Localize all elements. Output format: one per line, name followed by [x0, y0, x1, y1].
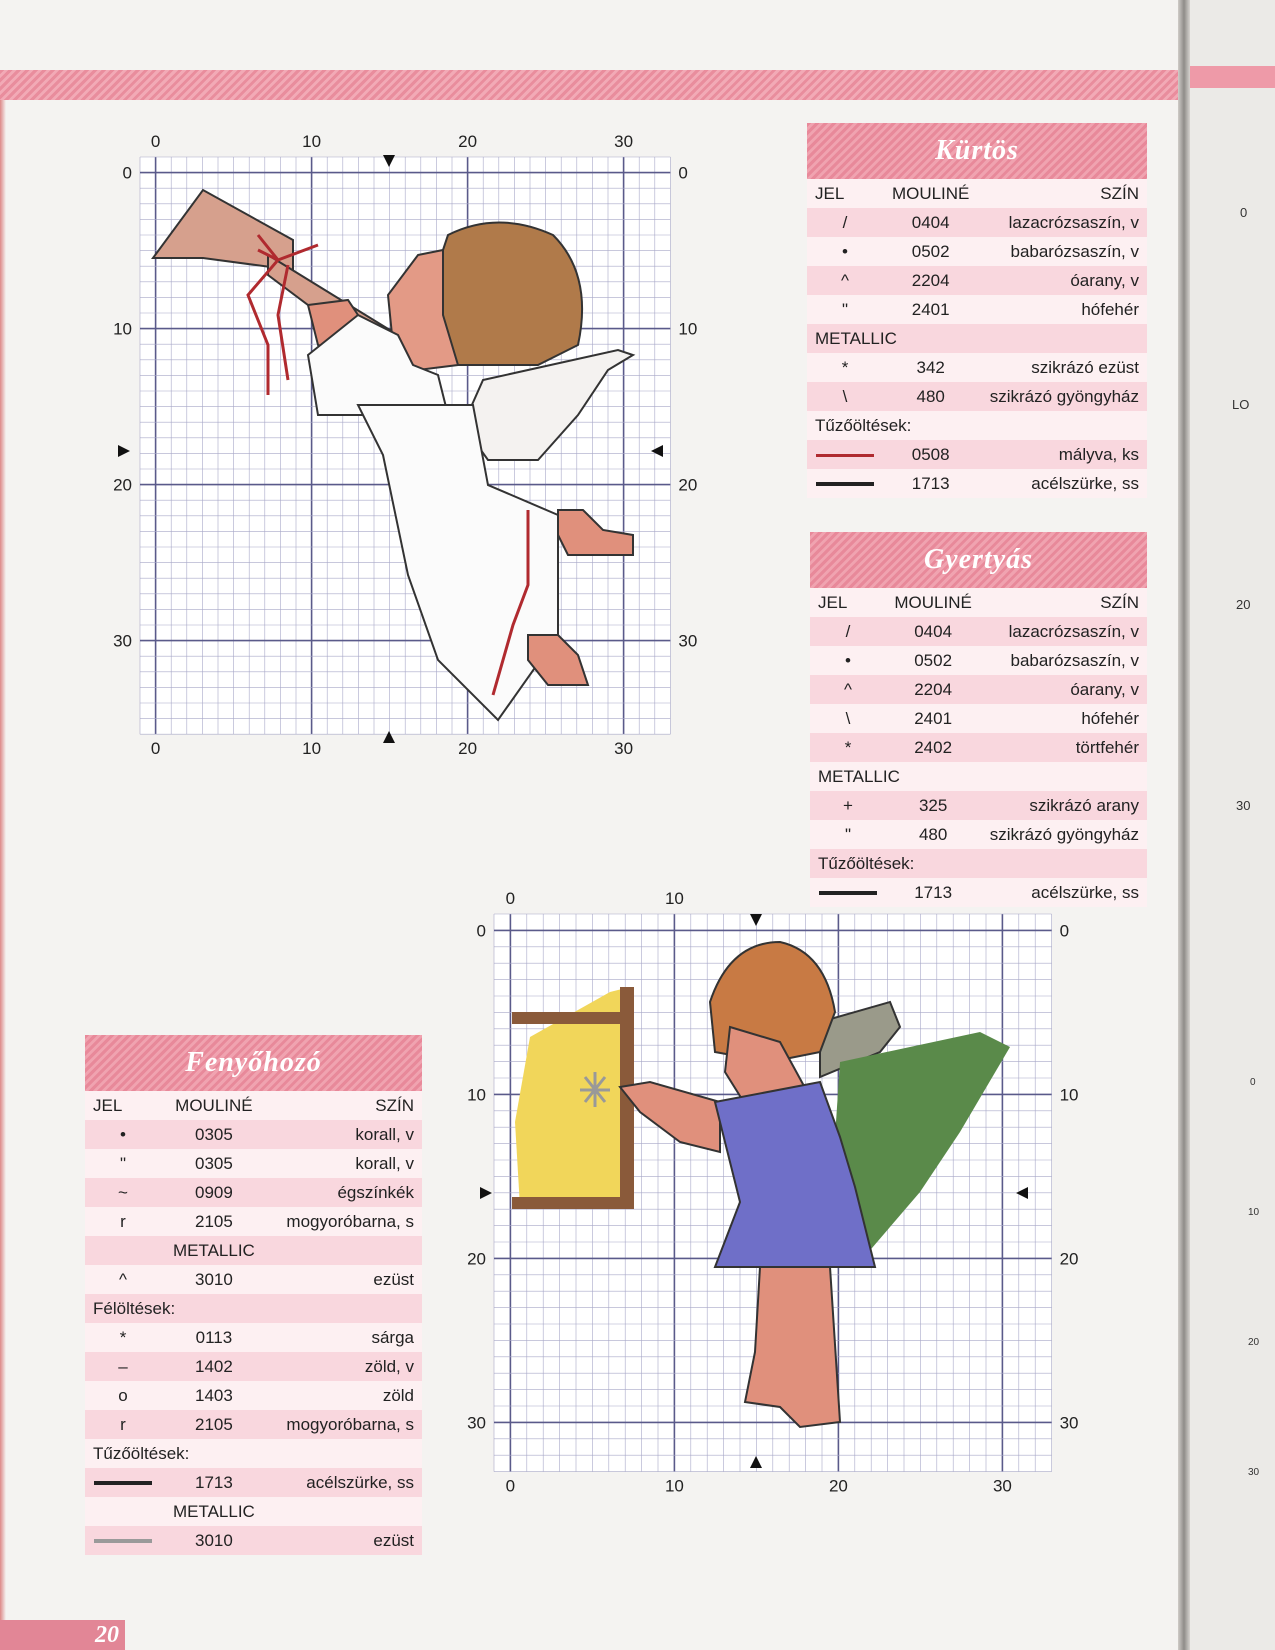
legend-row	[807, 237, 1147, 266]
section-backstitch: Tűzőöltések:	[85, 1439, 422, 1468]
legend-code: 0404	[886, 617, 980, 646]
center-marker-left	[480, 1187, 492, 1199]
legend-row	[810, 617, 1147, 646]
book-spine	[1178, 0, 1190, 1650]
axis-tick-label: 10	[467, 1085, 486, 1105]
section-metallic: METALLIC	[810, 762, 1147, 791]
axis-tick-label: 10	[113, 319, 132, 339]
legend-section	[85, 1439, 422, 1468]
legend-color-name: óarany, v	[978, 266, 1147, 295]
section-metallic: METALLIC	[161, 1497, 267, 1526]
axis-tick-label: 0	[150, 132, 161, 151]
axis-tick-label: 20	[113, 475, 132, 495]
legend-row	[85, 1468, 422, 1497]
legend-color-name: óarany, v	[980, 675, 1147, 704]
axis-tick-label: 30	[1059, 1413, 1079, 1433]
legend-symbol: ^	[810, 675, 886, 704]
col-szin: SZÍN	[978, 179, 1147, 208]
legend-code: 0305	[161, 1149, 267, 1178]
legend-color-name: lazacrózsaszín, v	[980, 617, 1147, 646]
axis-tick-label: 10	[664, 889, 684, 908]
legend-color-name: égszínkék	[267, 1178, 422, 1207]
backstitch-swatch-grey	[94, 1539, 152, 1543]
legend-row	[807, 353, 1147, 382]
legend-section	[810, 762, 1147, 791]
angel-legs	[745, 1267, 840, 1427]
legend-symbol: •	[807, 237, 883, 266]
legend-kurtos	[807, 123, 1147, 498]
legend-symbol: *	[85, 1323, 161, 1352]
facing-tick-small: 0	[1250, 1077, 1256, 1088]
legend-symbol: /	[810, 617, 886, 646]
legend-color-name: lazacrózsaszín, v	[978, 208, 1147, 237]
legend-row	[810, 878, 1147, 907]
axis-tick-label: 0	[476, 921, 486, 941]
legend-code: 2401	[886, 704, 980, 733]
axis-tick-label: 20	[467, 1249, 486, 1269]
facing-tick: 0	[1240, 205, 1248, 220]
legend-code: 0404	[883, 208, 978, 237]
facing-tick-small: 30	[1248, 1467, 1260, 1478]
legend-row	[810, 704, 1147, 733]
legend-color-name: babarózsaszín, v	[980, 646, 1147, 675]
legend-symbol: *	[810, 733, 886, 762]
legend-color-name: mogyoróbarna, s	[267, 1410, 422, 1439]
axis-tick-label: 30	[614, 132, 634, 151]
legend-color-name: zöld, v	[267, 1352, 422, 1381]
col-mouline: MOULINÉ	[883, 179, 978, 208]
legend-color-name: törtfehér	[980, 733, 1147, 762]
legend-symbol: ^	[85, 1265, 161, 1294]
legend-table	[807, 179, 1147, 498]
legend-symbol: \	[807, 382, 883, 411]
legend-row	[85, 1207, 422, 1236]
legend-code: 1402	[161, 1352, 267, 1381]
legend-code: 0113	[161, 1323, 267, 1352]
legend-color-name: szikrázó gyöngyház	[978, 382, 1147, 411]
backstitch-swatch-red	[816, 454, 874, 457]
axis-tick-label: 30	[113, 631, 132, 651]
axis-tick-label: 20	[1059, 1249, 1079, 1269]
axis-tick-label: 10	[302, 132, 322, 151]
legend-code: 2105	[161, 1207, 267, 1236]
axis-tick-label: 10	[302, 739, 322, 759]
legend-section	[807, 324, 1147, 353]
legend-row	[85, 1323, 422, 1352]
col-mouline: MOULINÉ	[886, 588, 980, 617]
col-szin: SZÍN	[267, 1091, 422, 1120]
legend-color-name: zöld	[267, 1381, 422, 1410]
legend-row	[810, 646, 1147, 675]
axis-tick-label: 10	[678, 319, 698, 339]
legend-color-name: hófehér	[978, 295, 1147, 324]
legend-row	[807, 469, 1147, 498]
facing-tick: LO	[1232, 397, 1250, 412]
axis-tick-label: 30	[992, 1476, 1012, 1496]
legend-color-name: sárga	[267, 1323, 422, 1352]
window-frame-top	[512, 1012, 632, 1024]
legend-row	[810, 733, 1147, 762]
legend-color-name: mogyoróbarna, s	[267, 1207, 422, 1236]
legend-code: 0502	[886, 646, 980, 675]
legend-color-name: acélszürke, ss	[980, 878, 1147, 907]
axis-tick-label: 0	[122, 163, 132, 183]
axis-tick-label: 10	[664, 1476, 684, 1496]
facing-tick-small: 10	[1248, 1207, 1260, 1218]
legend-symbol: o	[85, 1381, 161, 1410]
legend-color-name: szikrázó arany	[980, 791, 1147, 820]
legend-row	[85, 1526, 422, 1555]
axis-tick-label: 0	[505, 1476, 516, 1496]
axis-tick-label: 30	[467, 1413, 486, 1433]
facing-tick-small: 20	[1248, 1337, 1260, 1348]
legend-section	[810, 849, 1147, 878]
axis-tick-label: 0	[1059, 921, 1070, 941]
legend-color-name: ezüst	[267, 1526, 422, 1555]
legend-symbol: r	[85, 1207, 161, 1236]
legend-symbol: "	[85, 1149, 161, 1178]
legend-code: 2204	[886, 675, 980, 704]
legend-symbol: +	[810, 791, 886, 820]
facing-page	[1190, 0, 1275, 1650]
legend-code: 325	[886, 791, 980, 820]
legend-code: 3010	[161, 1265, 267, 1294]
legend-code: 3010	[161, 1526, 267, 1555]
legend-row	[85, 1120, 422, 1149]
section-metallic: METALLIC	[161, 1236, 267, 1265]
legend-color-name: babarózsaszín, v	[978, 237, 1147, 266]
legend-row	[85, 1265, 422, 1294]
legend-code: 0502	[883, 237, 978, 266]
legend-row	[85, 1178, 422, 1207]
legend-row	[807, 440, 1147, 469]
legend-row	[85, 1381, 422, 1410]
legend-code: 1713	[886, 878, 980, 907]
legend-symbol: "	[807, 295, 883, 324]
facing-tick: 20	[1236, 597, 1251, 612]
legend-color-name: mályva, ks	[978, 440, 1147, 469]
legend-header-row	[810, 588, 1147, 617]
legend-color-name: ezüst	[267, 1265, 422, 1294]
page-left-edge	[0, 90, 6, 1620]
legend-title: Kürtös	[807, 123, 1147, 179]
axis-tick-label: 30	[614, 739, 634, 759]
legend-symbol: ~	[85, 1178, 161, 1207]
legend-color-name: szikrázó ezüst	[978, 353, 1147, 382]
legend-row	[810, 675, 1147, 704]
legend-section	[807, 411, 1147, 440]
axis-tick-label: 20	[828, 1476, 848, 1496]
legend-row	[807, 208, 1147, 237]
legend-code: 2105	[161, 1410, 267, 1439]
legend-code: 2402	[886, 733, 980, 762]
axis-tick-label: 20	[458, 739, 478, 759]
backstitch-swatch-dark	[819, 891, 877, 895]
col-jel: JEL	[85, 1091, 161, 1120]
page-number: 20	[0, 1620, 125, 1650]
legend-table	[810, 588, 1147, 907]
axis-tick-label: 0	[505, 889, 516, 908]
legend-symbol: •	[85, 1120, 161, 1149]
top-decorative-band	[0, 70, 1180, 100]
legend-code: 1713	[883, 469, 978, 498]
legend-code: 1403	[161, 1381, 267, 1410]
legend-symbol: *	[807, 353, 883, 382]
legend-color-name: korall, v	[267, 1120, 422, 1149]
legend-color-name: korall, v	[267, 1149, 422, 1178]
section-half-stitches: Félöltések:	[85, 1294, 422, 1323]
legend-symbol: \	[810, 704, 886, 733]
legend-code: 0305	[161, 1120, 267, 1149]
legend-symbol: /	[807, 208, 883, 237]
legend-color-name: hófehér	[980, 704, 1147, 733]
backstitch-swatch-dark	[816, 482, 874, 486]
legend-code: 480	[886, 820, 980, 849]
legend-table	[85, 1091, 422, 1555]
col-jel: JEL	[810, 588, 886, 617]
legend-title: Fenyőhozó	[85, 1035, 422, 1091]
legend-row	[810, 820, 1147, 849]
col-szin: SZÍN	[980, 588, 1147, 617]
legend-symbol: ^	[807, 266, 883, 295]
section-metallic: METALLIC	[807, 324, 1147, 353]
legend-code: 480	[883, 382, 978, 411]
legend-fenyohozo	[85, 1035, 422, 1555]
legend-header-row	[807, 179, 1147, 208]
legend-row	[85, 1410, 422, 1439]
legend-symbol: "	[810, 820, 886, 849]
axis-tick-label: 20	[678, 475, 698, 495]
backstitch-swatch-dark	[94, 1481, 152, 1485]
legend-color-name: acélszürke, ss	[978, 469, 1147, 498]
axis-tick-label: 30	[678, 631, 698, 651]
legend-symbol: –	[85, 1352, 161, 1381]
legend-section	[85, 1497, 422, 1526]
legend-code: 0508	[883, 440, 978, 469]
col-mouline: MOULINÉ	[161, 1091, 267, 1120]
axis-tick-label: 0	[150, 739, 161, 759]
legend-gyertyas	[810, 532, 1147, 907]
legend-title: Gyertyás	[810, 532, 1147, 588]
legend-row	[807, 382, 1147, 411]
section-backstitch: Tűzőöltések:	[807, 411, 1147, 440]
legend-code: 342	[883, 353, 978, 382]
axis-tick-label: 0	[678, 163, 688, 183]
legend-row	[810, 791, 1147, 820]
legend-header-row	[85, 1091, 422, 1120]
legend-code: 2204	[883, 266, 978, 295]
legend-section	[85, 1294, 422, 1323]
legend-row	[807, 266, 1147, 295]
facing-tick: 30	[1236, 798, 1251, 813]
legend-code: 1713	[161, 1468, 267, 1497]
legend-row	[85, 1149, 422, 1178]
axis-tick-label: 20	[458, 132, 478, 151]
col-jel: JEL	[807, 179, 883, 208]
pattern-chart-trumpet-angel	[113, 132, 703, 810]
legend-section	[85, 1236, 422, 1265]
legend-row	[807, 295, 1147, 324]
legend-symbol: •	[810, 646, 886, 675]
legend-row	[85, 1352, 422, 1381]
axis-tick-label: 10	[1059, 1085, 1079, 1105]
chart-trumpet-svg	[113, 132, 703, 810]
legend-code: 2401	[883, 295, 978, 324]
legend-symbol: r	[85, 1410, 161, 1439]
center-marker-left	[118, 445, 130, 457]
window-frame-bottom	[512, 1197, 632, 1209]
facing-page-band	[1190, 66, 1275, 88]
legend-code: 0909	[161, 1178, 267, 1207]
legend-color-name: szikrázó gyöngyház	[980, 820, 1147, 849]
legend-color-name: acélszürke, ss	[267, 1468, 422, 1497]
section-backstitch: Tűzőöltések:	[810, 849, 1147, 878]
